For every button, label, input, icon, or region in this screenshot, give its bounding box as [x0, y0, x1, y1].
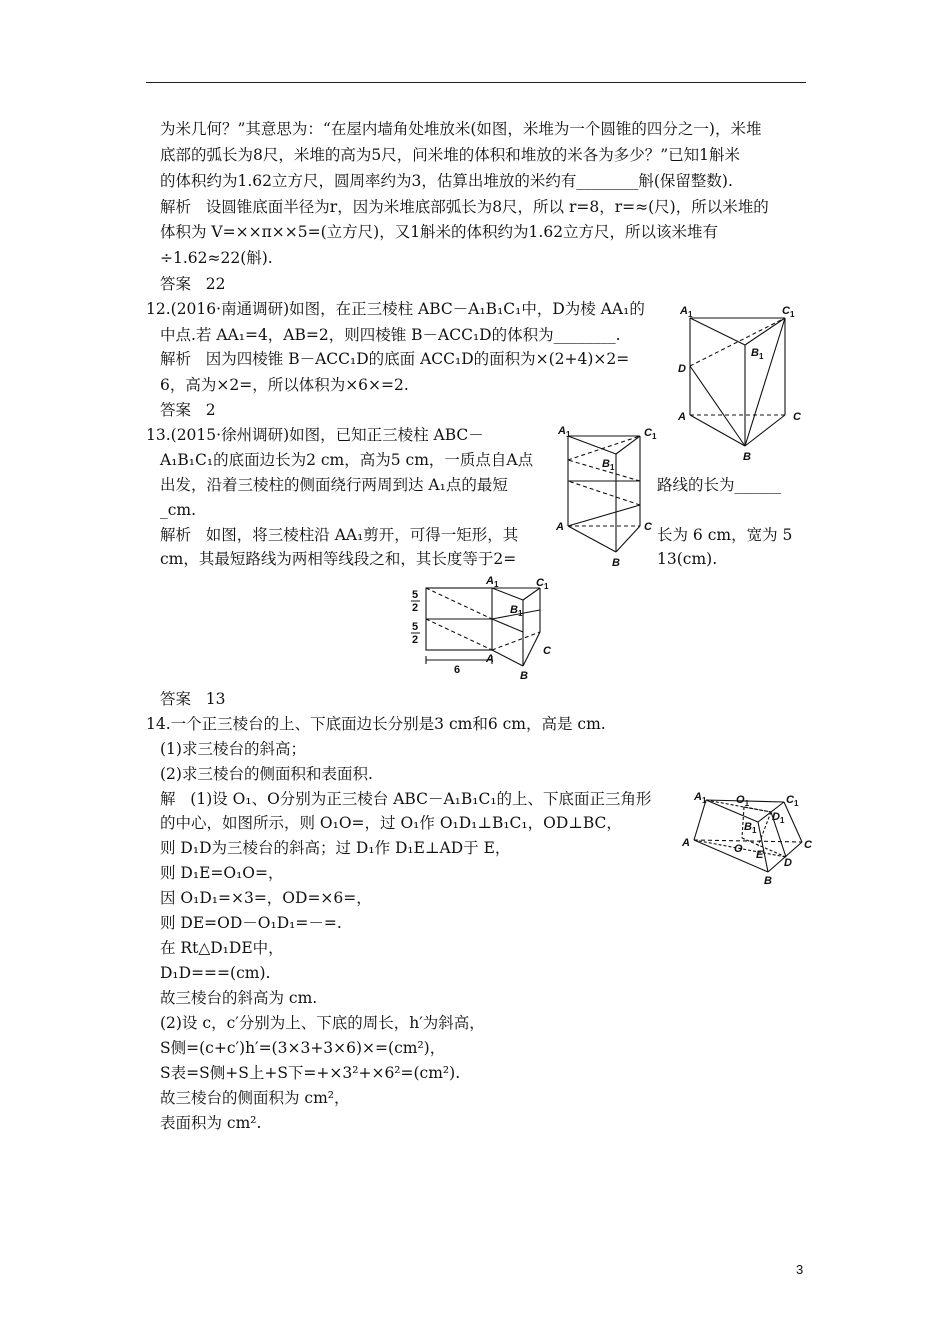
question-12: 12.(2016·南通调研)如图，在正三棱柱 ABC－A₁B₁C₁中，D为棱 AA₁的: [146, 300, 645, 318]
header-rule: [146, 82, 806, 83]
label-A: A: [556, 521, 564, 533]
dim-2: 2: [412, 634, 419, 646]
dim-5: 5: [412, 621, 419, 633]
text-line: (2)求三棱台的侧面积和表面积.: [160, 765, 373, 783]
text-line: 表面积为 cm².: [160, 1114, 262, 1132]
label-A: A: [682, 837, 690, 849]
label-C1: $C_1$: [782, 305, 795, 319]
question-14: 14.一个正三棱台的上、下底面边长分别是3 cm和6 cm，高是 cm.: [146, 715, 606, 733]
text-line: 解析 如图，将三棱柱沿 AA₁剪开，可得一矩形，其: [160, 526, 519, 544]
label-B: B: [520, 670, 528, 682]
prism-figure-12: [670, 298, 810, 468]
answer-line: 答案 2: [160, 401, 216, 419]
prism-figure-13: [552, 422, 662, 572]
label-C1: $C_1$: [644, 427, 657, 441]
text-line: 长为 6 cm，宽为 5: [657, 526, 793, 544]
text-line: 13(cm).: [657, 550, 718, 568]
dim-5: 5: [412, 589, 419, 601]
text-line: cm，其最短路线为两相等线段之和，其长度等于2=: [160, 550, 517, 568]
label-D: D: [678, 363, 686, 375]
label-C1: $C_1$: [786, 794, 799, 808]
label-B1: $B_1$: [510, 604, 523, 618]
label-B1: $B_1$: [751, 347, 764, 361]
text-line: 则 D₁E=O₁O=，: [160, 864, 284, 882]
text-line: S表=S侧+S上+S下=+×3²+×6²=(cm²).: [160, 1064, 461, 1082]
frustum-figure-14: [676, 786, 822, 886]
text-line: A₁B₁C₁的底面边长为2 cm，高为5 cm，一质点自A点: [160, 451, 534, 469]
text-line: 底部的弧长为8尺，米堆的高为5尺，问米堆的体积和堆放的米各为多少？”已知1斛米: [160, 146, 741, 164]
label-A1: $A_1$: [680, 305, 693, 319]
label-B: B: [743, 451, 751, 463]
text-line: ÷1.62≈22(斛).: [160, 249, 273, 267]
unfolded-figure-13: [408, 574, 558, 686]
label-B: B: [612, 557, 620, 569]
label-C: C: [793, 411, 801, 423]
text-line: 故三棱台的斜高为 cm.: [160, 989, 318, 1007]
text-line: _cm.: [160, 501, 197, 519]
label-D1: $D_1$: [772, 811, 785, 825]
label-C: C: [543, 645, 551, 657]
text-line: 则 D₁D为三棱台的斜高；过 D₁作 D₁E⊥AD于 E，: [160, 839, 511, 857]
text-line: (2)设 c，c′分别为上、下底的周长，h′为斜高，: [160, 1014, 485, 1032]
text-line: 为米几何？”其意思为：“在屋内墙角处堆放米(如图，米堆为一个圆锥的四分之一)，米堆: [160, 120, 762, 138]
label-C: C: [644, 521, 652, 533]
text-line: 在 Rt△D₁DE中，: [160, 939, 284, 957]
text-line: 6，高为×2=，所以体积为×6×=2.: [160, 376, 409, 394]
text-line: 的中心，如图所示，则 O₁O=，过 O₁作 O₁D₁⊥B₁C₁，OD⊥BC，: [160, 814, 622, 832]
text-line: 解析 设圆锥底面半径为r，因为米堆底部弧长为8尺，所以 r=8，r=≈(尺)，所以米堆的: [160, 198, 769, 216]
dim-6: 6: [454, 664, 461, 676]
label-E: E: [756, 849, 764, 861]
text-line: (1)求三棱台的斜高；: [160, 740, 306, 758]
label-A1: $A_1$: [486, 575, 499, 589]
label-D: D: [784, 857, 792, 869]
label-A1: $A_1$: [694, 791, 707, 805]
page-number: 3: [796, 1262, 804, 1277]
text-line: 路线的长为______: [657, 476, 782, 494]
text-line: 则 DE=OD－O₁D₁=－=.: [160, 914, 342, 932]
label-B1: $B_1$: [744, 821, 757, 835]
answer-line: 答案 22: [160, 275, 226, 293]
label-B1: $B_1$: [602, 458, 615, 472]
label-A1: $A_1$: [558, 425, 571, 439]
text-line: 解析 因为四棱锥 B－ACC₁D的底面 ACC₁D的面积为×(2+4)×2=: [160, 350, 630, 368]
text-line: 体积为 V=××π××5=(立方尺)，又1斛米的体积约为1.62立方尺，所以该米堆有: [160, 223, 719, 241]
text-line: S侧=(c+c′)h′=(3×3+3×6)×=(cm²)，: [160, 1039, 446, 1057]
label-C1: $C_1$: [536, 577, 549, 591]
label-A: A: [678, 411, 686, 423]
text-line: D₁D===(cm).: [160, 964, 271, 982]
label-C: C: [804, 839, 812, 851]
text-line: 的体积约为1.62立方尺，圆周率约为3，估算出堆放的米约有________斛(保留整数).: [160, 172, 733, 190]
label-O1: $O_1$: [736, 794, 750, 808]
text-line: 故三棱台的侧面积为 cm²，: [160, 1089, 350, 1107]
question-13: 13.(2015·徐州调研)如图，已知正三棱柱 ABC－: [146, 426, 484, 444]
text-line: 因 O₁D₁=×3=，OD=×6=，: [160, 889, 372, 907]
text-line: 解 (1)设 O₁、O分别为正三棱台 ABC－A₁B₁C₁的上、下底面正三角形: [160, 790, 652, 808]
text-line: 中点.若 AA₁=4，AB=2，则四棱锥 B－ACC₁D的体积为________.: [160, 326, 621, 344]
answer-line: 答案 13: [160, 690, 226, 708]
label-O: O: [734, 843, 743, 855]
text-line: 出发，沿着三棱柱的侧面绕行两周到达 A₁点的最短: [160, 476, 508, 494]
label-B: B: [764, 875, 772, 886]
label-A: A: [486, 653, 494, 665]
dim-2: 2: [412, 602, 419, 614]
